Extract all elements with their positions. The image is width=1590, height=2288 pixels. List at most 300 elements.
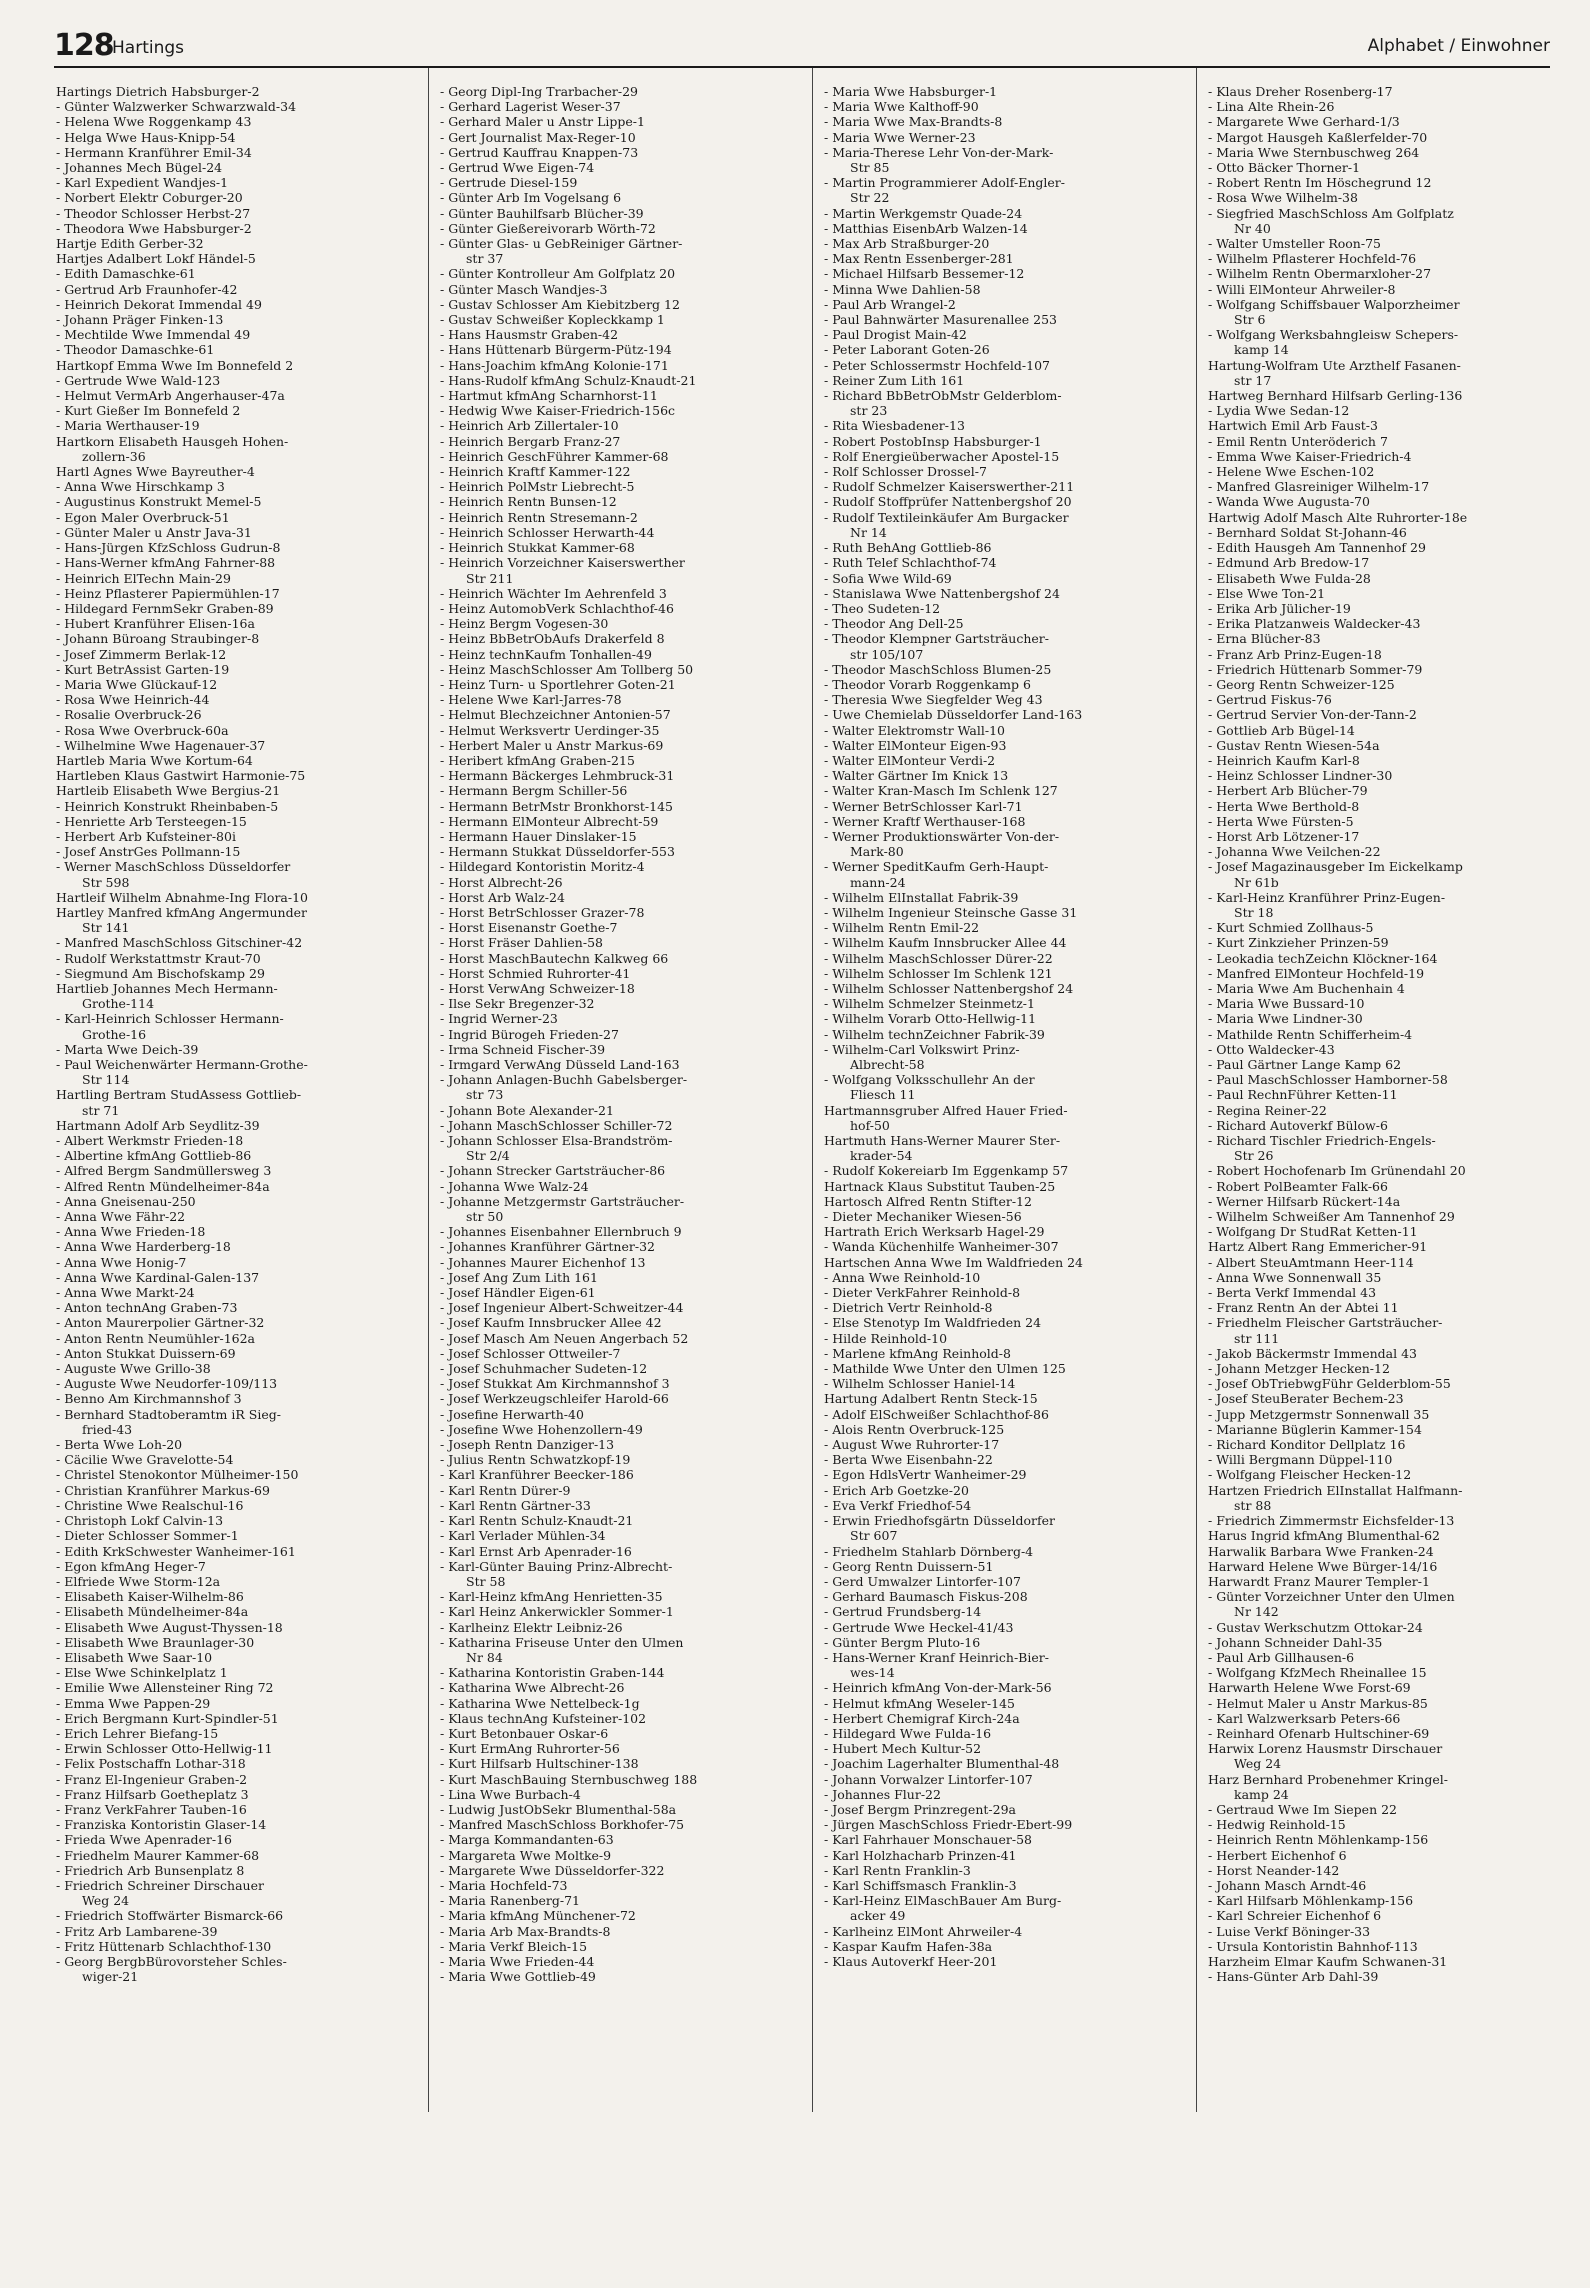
directory-entry: - Karl Fahrhauer Monschauer-58 <box>824 1832 1032 1848</box>
directory-entry: - Willi ElMonteur Ahrweiler-8 <box>1208 281 1396 297</box>
directory-entry: - Margot Hausgeh Kaßlerfelder-70 <box>1208 129 1428 145</box>
directory-entry: - Elfriede Wwe Storm-12a <box>56 1573 221 1589</box>
directory-entry: - Katharina Wwe Nettelbeck-1g <box>440 1695 640 1711</box>
directory-entry: - Helene Wwe Karl-Jarres-78 <box>440 692 622 708</box>
directory-entry: - Günter Vorzeichner Unter den Ulmen <box>1208 1589 1455 1605</box>
directory-entry: - Hans Hausmstr Graben-42 <box>440 327 619 343</box>
directory-entry: - Georg Rentn Duissern-51 <box>824 1558 994 1574</box>
directory-entry: - Josef Händler Eigen-61 <box>440 1285 596 1301</box>
directory-entry: - Friedrich Schreiner Dirschauer <box>56 1877 264 1893</box>
directory-entry: - Kaspar Kaufm Hafen-38a <box>824 1938 993 1954</box>
directory-entry: - Ruth BehAng Gottlieb-86 <box>824 540 992 556</box>
directory-entry: - Gerd Umwalzer Lintorfer-107 <box>824 1573 1021 1589</box>
directory-entry: Harwarth Helene Wwe Forst-69 <box>1208 1680 1411 1696</box>
directory-entry: Harward Helene Wwe Bürger-14/16 <box>1208 1558 1438 1574</box>
directory-entry: - Mathilde Wwe Unter den Ulmen 125 <box>824 1361 1066 1377</box>
directory-entry: - Dieter Schlosser Sommer-1 <box>56 1528 239 1544</box>
directory-entry: - Katharina Friseuse Unter den Ulmen <box>440 1634 684 1650</box>
directory-entry: - Helmut Blechzeichner Antonien-57 <box>440 707 671 723</box>
directory-entry: - Georg Dipl-Ing Trarbacher-29 <box>440 84 639 99</box>
directory-entry: - Johannes Flur-22 <box>824 1786 941 1802</box>
page-section-title: Alphabet / Einwohner <box>1367 36 1550 56</box>
directory-entry: - Josef Ingenieur Albert-Schweitzer-44 <box>440 1300 684 1316</box>
directory-entry: - Johann Vorwalzer Lintorfer-107 <box>824 1771 1033 1787</box>
directory-entry: - Erich Bergmann Kurt-Spindler-51 <box>56 1710 279 1726</box>
directory-entry: - Anna Wwe Fähr-22 <box>56 1209 186 1225</box>
directory-entry: - Adolf ElSchweißer Schlachthof-86 <box>824 1406 1049 1422</box>
directory-entry: - Paul Gärtner Lange Kamp 62 <box>1208 1057 1402 1072</box>
directory-entry: - Hilde Reinhold-10 <box>824 1330 948 1346</box>
directory-entry: - Theodor Vorarb Roggenkamp 6 <box>824 676 1031 692</box>
directory-entry: kamp 14 <box>1234 342 1289 358</box>
directory-entry: - Albert SteuAmtmann Heer-114 <box>1208 1254 1414 1270</box>
directory-entry: - Maria Wwe Max-Brandts-8 <box>824 114 1003 130</box>
directory-entry: - Richard BbBetrObMstr Gelderblom- <box>824 388 1062 404</box>
directory-entry: - Theodor Schlosser Herbst-27 <box>56 205 251 221</box>
directory-entry: - Siegmund Am Bischofskamp 29 <box>56 965 265 981</box>
directory-entry: - Karl Ernst Arb Apenrader-16 <box>440 1543 632 1559</box>
directory-entry: - Johann Präger Finken-13 <box>56 312 224 328</box>
directory-entry: - Hartmut kfmAng Scharnhorst-11 <box>440 388 658 404</box>
directory-entry: - Johann Masch Arndt-46 <box>1208 1877 1367 1893</box>
directory-entry: - Helmut Werksvertr Uerdinger-35 <box>440 722 660 738</box>
directory-entry: - Georg BergbBürovorsteher Schles- <box>56 1953 287 1969</box>
directory-entry: - Horst Arb Walz-24 <box>440 889 565 905</box>
directory-entry: - Josef Stukkat Am Kirchmannshof 3 <box>440 1376 670 1392</box>
directory-entry: Nr 84 <box>466 1649 503 1665</box>
directory-entry: - Robert Hochofenarb Im Grünendahl 20 <box>1208 1163 1466 1179</box>
directory-entry: - Willi Bergmann Düppel-110 <box>1208 1452 1393 1468</box>
directory-entry: - Heinrich Arb Zillertaler-10 <box>440 418 619 434</box>
directory-entry: - Johannes Mech Bügel-24 <box>56 160 223 176</box>
directory-entry: - Erich Lehrer Biefang-15 <box>56 1725 219 1741</box>
directory-entry: - Johanne Metzgermstr Gartsträucher- <box>440 1193 685 1209</box>
directory-entry: - Otto Bäcker Thorner-1 <box>1208 160 1361 176</box>
directory-entry: - Karl Expedient Wandjes-1 <box>56 175 229 191</box>
directory-entry: - Johann Schlosser Elsa-Brandström- <box>440 1133 673 1149</box>
directory-entry: - Reinhard Ofenarb Hultschiner-69 <box>1208 1725 1430 1741</box>
directory-entry: - Uwe Chemielab Düsseldorfer Land-163 <box>824 707 1083 723</box>
directory-entry: - Michael Hilfsarb Bessemer-12 <box>824 266 1025 282</box>
directory-entry: - Richard Konditor Dellplatz 16 <box>1208 1437 1406 1453</box>
directory-entry: - Ursula Kontoristin Bahnhof-113 <box>1208 1938 1418 1954</box>
directory-entry: Hartung Adalbert Rentn Steck-15 <box>824 1391 1038 1407</box>
directory-entry: - Maria Wwe Am Buchenhain 4 <box>1208 980 1405 996</box>
directory-entry: - Paul Bahnwärter Masurenallee 253 <box>824 312 1057 328</box>
directory-entry: Harus Ingrid kfmAng Blumenthal-62 <box>1208 1528 1441 1544</box>
directory-entry: - Heinrich Stukkat Kammer-68 <box>440 540 635 556</box>
directory-entry: - Walter ElMonteur Eigen-93 <box>824 737 1007 753</box>
directory-entry: - Karl Kranführer Beecker-186 <box>440 1467 634 1483</box>
directory-entry: - Karl Rentn Dürer-9 <box>440 1482 571 1498</box>
directory-entry: - Günter Bergm Pluto-16 <box>824 1634 981 1650</box>
directory-entry: - Wilhelmine Wwe Hagenauer-37 <box>56 737 266 753</box>
directory-entry: - Maria Ranenberg-71 <box>440 1893 581 1909</box>
directory-entry: - Gertrud Arb Fraunhofer-42 <box>56 281 238 297</box>
directory-entry: - Wolfgang Werksbahngleisw Schepers- <box>1208 327 1459 343</box>
directory-entry: - Paul Drogist Main-42 <box>824 327 967 343</box>
directory-entry: Hartl Agnes Wwe Bayreuther-4 <box>56 464 255 480</box>
directory-entry: - Rita Wiesbadener-13 <box>824 418 965 434</box>
directory-entry: - Herbert Arb Kufsteiner-80i <box>56 828 236 844</box>
directory-entry: - Wilhelm Pflasterer Hochfeld-76 <box>1208 251 1417 267</box>
directory-entry: - Heinrich Wächter Im Aehrenfeld 3 <box>440 585 667 601</box>
directory-entry: - Gertrud Servier Von-der-Tann-2 <box>1208 707 1417 723</box>
directory-entry: - Heinz Schlosser Lindner-30 <box>1208 768 1393 784</box>
directory-entry: - Klaus Autoverkf Heer-201 <box>824 1953 998 1969</box>
directory-entry: - Robert Rentn Im Höschegrund 12 <box>1208 175 1432 191</box>
directory-entry: - Horst MaschBautechn Kalkweg 66 <box>440 950 669 966</box>
directory-entry: - Auguste Wwe Grillo-38 <box>56 1361 211 1377</box>
directory-entry: - Josef Magazinausgeber Im Eickelkamp <box>1208 859 1463 875</box>
directory-entry: - Lina Alte Rhein-26 <box>1208 99 1335 115</box>
directory-entry: - Anna Gneisenau-250 <box>56 1193 196 1209</box>
directory-entry: - Johann Anlagen-Buchh Gabelsberger- <box>440 1072 688 1088</box>
directory-entry: Hartrath Erich Werksarb Hagel-29 <box>824 1224 1045 1240</box>
page-number: 128 <box>54 28 114 63</box>
directory-entry: - Josef Masch Am Neuen Angerbach 52 <box>440 1330 689 1346</box>
directory-entry: Nr 61b <box>1234 874 1279 890</box>
directory-entry: - Eva Verkf Friedhof-54 <box>824 1497 972 1513</box>
directory-entry: str 105/107 <box>850 646 924 662</box>
directory-entry: - Karl Rentn Gärtner-33 <box>440 1497 591 1513</box>
directory-entry: - Horst Fräser Dahlien-58 <box>440 935 603 951</box>
directory-entry: - Werner MaschSchloss Düsseldorfer <box>56 859 291 875</box>
directory-entry: - Friedrich Zimmermstr Eichsfelder-13 <box>1208 1513 1455 1529</box>
directory-entry: - Gerhard Maler u Anstr Lippe-1 <box>440 114 645 130</box>
directory-entry: - Hermann Stukkat Düsseldorfer-553 <box>440 844 675 860</box>
directory-entry: - Gerhard Baumasch Fiskus-208 <box>824 1589 1028 1605</box>
directory-entry: Nr 14 <box>850 524 887 540</box>
directory-column-2 <box>440 84 815 1984</box>
directory-entry: - Helene Wwe Eschen-102 <box>1208 464 1375 480</box>
directory-entry: - Karlheinz ElMont Ahrweiler-4 <box>824 1923 1023 1939</box>
directory-entry: - Bernhard Soldat St-Johann-46 <box>1208 524 1407 540</box>
directory-entry: - Cäcilie Wwe Gravelotte-54 <box>56 1452 234 1468</box>
directory-entry: - Emma Wwe Kaiser-Friedrich-4 <box>1208 448 1412 464</box>
directory-entry: - Elisabeth Wwe Braunlager-30 <box>56 1634 255 1650</box>
directory-entry: - Emma Wwe Pappen-29 <box>56 1695 211 1711</box>
directory-entry: - Helena Wwe Roggenkamp 43 <box>56 114 252 130</box>
directory-entry: - Franz El-Ingenieur Graben-2 <box>56 1771 248 1787</box>
directory-entry: - Heinrich Rentn Stresemann-2 <box>440 509 638 525</box>
directory-entry: Str 141 <box>82 920 130 936</box>
directory-entry: str 37 <box>466 251 504 267</box>
directory-entry: - Augustinus Konstrukt Memel-5 <box>56 494 262 510</box>
directory-entry: - Martin Programmierer Adolf-Engler- <box>824 175 1065 191</box>
directory-entry: - Franz Hilfsarb Goetheplatz 3 <box>56 1786 249 1802</box>
directory-entry: - Günter Maler u Anstr Java-31 <box>56 524 252 540</box>
directory-entry: Nr 40 <box>1234 220 1271 236</box>
directory-entry: - August Wwe Ruhrorter-17 <box>824 1437 1000 1453</box>
directory-entry: - Klaus Dreher Rosenberg-17 <box>1208 84 1393 99</box>
directory-entry: - Karl-Günter Bauing Prinz-Albrecht- <box>440 1558 673 1574</box>
directory-entry: - Siegfried MaschSchloss Am Golfplatz <box>1208 205 1454 221</box>
directory-entry: - Edith KrkSchwester Wanheimer-161 <box>56 1543 296 1559</box>
directory-entry: - Karlheinz Elektr Leibniz-26 <box>440 1619 623 1635</box>
directory-entry: wiger-21 <box>82 1969 139 1985</box>
directory-entry: - Gerhard Lagerist Weser-37 <box>440 99 621 115</box>
directory-entry: - Paul RechnFührer Ketten-11 <box>1208 1087 1398 1103</box>
directory-entry: - Hans-Günter Arb Dahl-39 <box>1208 1969 1379 1985</box>
directory-entry: - Friedrich Hüttenarb Sommer-79 <box>1208 661 1423 677</box>
directory-entry: - Theodor Klempner Gartsträucher- <box>824 631 1049 647</box>
directory-entry: - Gertrud Kauffrau Knappen-73 <box>440 144 639 160</box>
directory-entry: - Rudolf Schmelzer Kaiserswerther-211 <box>824 479 1075 495</box>
directory-entry: - Herbert Arb Blücher-79 <box>1208 783 1368 799</box>
directory-entry: - Herbert Chemigraf Kirch-24a <box>824 1710 1020 1726</box>
directory-entry: - Lina Wwe Burbach-4 <box>440 1786 581 1802</box>
directory-entry: - Hermann Kranführer Emil-34 <box>56 144 252 160</box>
directory-entry: - Heinz MaschSchlosser Am Tollberg 50 <box>440 661 694 677</box>
directory-entry: - Walter Umsteller Roon-75 <box>1208 236 1381 252</box>
directory-entry: - Gustav Schweißer Kopleckkamp 1 <box>440 312 665 328</box>
directory-entry: Hartkorn Elisabeth Hausgeh Hohen- <box>56 433 289 449</box>
directory-entry: - Hans-Jürgen KfzSchloss Gudrun-8 <box>56 540 281 556</box>
directory-entry: - Otto Waldecker-43 <box>1208 1041 1335 1057</box>
directory-entry: - Wolfgang Volksschullehr An der <box>824 1072 1035 1088</box>
directory-entry: Weg 24 <box>1234 1756 1282 1772</box>
directory-entry: str 23 <box>850 403 888 419</box>
directory-entry: - Heinz BbBetrObAufs Drakerfeld 8 <box>440 631 665 647</box>
directory-entry: - Alois Rentn Overbruck-125 <box>824 1421 1005 1437</box>
directory-entry: - Anna Wwe Sonnenwall 35 <box>1208 1269 1382 1285</box>
directory-entry: - Marta Wwe Deich-39 <box>56 1041 199 1057</box>
directory-entry: - Leokadia techZeichn Klöckner-164 <box>1208 950 1438 966</box>
directory-entry: - Heinrich Vorzeichner Kaiserswerther <box>440 555 685 571</box>
directory-entry: - Helmut Maler u Anstr Markus-85 <box>1208 1695 1428 1711</box>
directory-entry: - Peter Schlossermstr Hochfeld-107 <box>824 357 1050 373</box>
directory-entry: - Wilhelm Schmelzer Steinmetz-1 <box>824 996 1035 1012</box>
directory-entry: - Rosa Wwe Wilhelm-38 <box>1208 190 1358 206</box>
directory-entry: - Maria Wwe Kalthoff-90 <box>824 99 979 115</box>
directory-entry: - Herbert Maler u Anstr Markus-69 <box>440 737 664 753</box>
directory-entry: - Karl-Heinrich Schlosser Hermann- <box>56 1011 284 1027</box>
directory-entry: - Hermann BetrMstr Bronkhorst-145 <box>440 798 674 814</box>
directory-entry: - Gert Journalist Max-Reger-10 <box>440 129 636 145</box>
directory-entry: - Josefine Wwe Hohenzollern-49 <box>440 1421 643 1437</box>
directory-entry: Str 598 <box>82 874 130 890</box>
directory-entry: - Heinrich GeschFührer Kammer-68 <box>440 448 669 464</box>
directory-entry: - Erika Platzanweis Waldecker-43 <box>1208 616 1421 632</box>
directory-entry: str 73 <box>466 1087 504 1103</box>
directory-entry: - Horst Albrecht-26 <box>440 874 563 890</box>
directory-entry: - Anna Wwe Hirschkamp 3 <box>56 479 225 495</box>
page-header <box>54 28 1550 68</box>
directory-entry: - Bernhard Stadtoberamtm iR Sieg- <box>56 1406 281 1422</box>
directory-entry: - Johanna Wwe Veilchen-22 <box>1208 844 1381 860</box>
directory-entry: - Rudolf Stoffprüfer Nattenbergshof 20 <box>824 494 1072 510</box>
directory-entry: - Gustav Rentn Wiesen-54a <box>1208 737 1380 753</box>
directory-entry: - Elisabeth Wwe August-Thyssen-18 <box>56 1619 283 1635</box>
directory-entry: - Jupp Metzgermstr Sonnenwall 35 <box>1208 1406 1430 1422</box>
directory-column-1 <box>56 84 431 1984</box>
directory-entry: - Hermann Hauer Dinslaker-15 <box>440 828 637 844</box>
directory-entry: Harwix Lorenz Hausmstr Dirschauer <box>1208 1741 1443 1757</box>
directory-entry: - Josefine Herwarth-40 <box>440 1406 584 1422</box>
directory-entry: - Regina Reiner-22 <box>1208 1102 1327 1118</box>
directory-entry: - Gustav Schlosser Am Kiebitzberg 12 <box>440 296 680 312</box>
directory-entry: - Anna Wwe Harderberg-18 <box>56 1239 231 1255</box>
directory-entry: - Erna Blücher-83 <box>1208 631 1321 647</box>
directory-entry: - Wilhelm technZeichner Fabrik-39 <box>824 1026 1045 1042</box>
directory-entry: - Heinrich Dekorat Immendal 49 <box>56 296 262 312</box>
directory-entry: - Heinrich Kraftf Kammer-122 <box>440 464 631 480</box>
directory-entry: - Robert PolBeamter Falk-66 <box>1208 1178 1388 1194</box>
directory-entry: - Friedhelm Stahlarb Dörnberg-4 <box>824 1543 1034 1559</box>
directory-entry: - Gottlieb Arb Bügel-14 <box>1208 722 1355 738</box>
directory-entry: - Theodor Damaschke-61 <box>56 342 215 358</box>
directory-entry: - Josef ObTriebwgFühr Gelderblom-55 <box>1208 1376 1451 1392</box>
directory-entry: str 88 <box>1234 1497 1272 1513</box>
directory-entry: Hartje Edith Gerber-32 <box>56 236 204 252</box>
directory-entry: Hartling Bertram StudAssess Gottlieb- <box>56 1087 302 1103</box>
directory-entry: - Helmut kfmAng Weseler-145 <box>824 1695 1015 1711</box>
directory-entry: - Friedrich Arb Bunsenplatz 8 <box>56 1862 245 1878</box>
directory-entry: - Wilhelm Schlosser Im Schlenk 121 <box>824 965 1053 981</box>
directory-entry: - Günter Bauhilfsarb Blücher-39 <box>440 205 644 221</box>
directory-entry: - Anton technAng Graben-73 <box>56 1300 238 1316</box>
directory-entry: - Klaus technAng Kufsteiner-102 <box>440 1710 647 1726</box>
directory-entry: - Heinz technKaufm Tonhallen-49 <box>440 646 652 662</box>
directory-entry: - Helga Wwe Haus-Knipp-54 <box>56 129 236 145</box>
directory-entry: Str 85 <box>850 160 890 176</box>
directory-entry: - Josef Kaufm Innsbrucker Allee 42 <box>440 1315 662 1331</box>
directory-entry: - Katharina Kontoristin Graben-144 <box>440 1665 665 1681</box>
directory-entry: - Werner Kraftf Werthauser-168 <box>824 813 1026 829</box>
directory-entry: - Johannes Eisenbahner Ellernbruch 9 <box>440 1224 682 1240</box>
directory-entry: - Heinrich ElTechn Main-29 <box>56 570 231 586</box>
directory-entry: - Walter Elektromstr Wall-10 <box>824 722 1005 738</box>
directory-entry: - Maria kfmAng Münchener-72 <box>440 1908 636 1924</box>
directory-entry: - Mechtilde Wwe Immendal 49 <box>56 327 251 343</box>
directory-entry: Hartweg Bernhard Hilfsarb Gerling-136 <box>1208 388 1463 404</box>
directory-entry: - Anton Maurerpolier Gärtner-32 <box>56 1315 265 1331</box>
directory-entry: krader-54 <box>850 1148 913 1164</box>
directory-entry: - Kurt Gießer Im Bonnefeld 2 <box>56 403 241 419</box>
directory-entry: - Maria Wwe Habsburger-1 <box>824 84 998 99</box>
directory-entry: - Egon kfmAng Heger-7 <box>56 1558 206 1574</box>
directory-entry: - Heinrich Rentn Bunsen-12 <box>440 494 617 510</box>
directory-entry: - Heinrich kfmAng Von-der-Mark-56 <box>824 1680 1052 1696</box>
directory-entry: - Norbert Elektr Coburger-20 <box>56 190 243 206</box>
directory-entry: - Egon Maler Overbruck-51 <box>56 509 230 525</box>
directory-entry: - Hedwig Reinhold-15 <box>1208 1817 1346 1833</box>
directory-entry: - Paul Arb Wrangel-2 <box>824 296 956 312</box>
directory-entry: - Wanda Küchenhilfe Wanheimer-307 <box>824 1239 1059 1255</box>
directory-entry: - Kurt ErmAng Ruhrorter-56 <box>440 1741 620 1757</box>
directory-entry: - Johann Schneider Dahl-35 <box>1208 1634 1383 1650</box>
directory-entry: - Ludwig JustObSekr Blumenthal-58a <box>440 1801 677 1817</box>
directory-entry: - Günter Glas- u GebReiniger Gärtner- <box>440 236 683 252</box>
directory-entry: Albrecht-58 <box>850 1057 925 1072</box>
directory-entry: Grothe-114 <box>82 996 155 1012</box>
directory-entry: - Maria Wwe Lindner-30 <box>1208 1011 1363 1027</box>
directory-entry: - Maria Wwe Frieden-44 <box>440 1953 595 1969</box>
directory-entry: - Else Wwe Ton-21 <box>1208 585 1326 601</box>
directory-entry: str 71 <box>82 1102 120 1118</box>
directory-entry: str 50 <box>466 1209 504 1225</box>
directory-entry: - Else Stenotyp Im Waldfrieden 24 <box>824 1315 1042 1331</box>
directory-entry: - Hermann Bergm Schiller-56 <box>440 783 628 799</box>
directory-entry: Hartley Manfred kfmAng Angermunder <box>56 904 307 920</box>
directory-entry: - Sofia Wwe Wild-69 <box>824 570 952 586</box>
directory-entry: - Erwin Friedhofsgärtn Düsseldorfer <box>824 1513 1055 1529</box>
directory-entry: - Marga Kommandanten-63 <box>440 1832 614 1848</box>
directory-entry: - Kurt Betonbauer Oskar-6 <box>440 1725 609 1741</box>
directory-entry: - Hans-Joachim kfmAng Kolonie-171 <box>440 357 669 373</box>
directory-entry: Hartjes Adalbert Lokf Händel-5 <box>56 251 256 267</box>
directory-entry: - Felix Postschaffn Lothar-318 <box>56 1756 246 1772</box>
directory-entry: - Karl Holzhacharb Prinzen-41 <box>824 1847 1017 1863</box>
directory-entry: - Friedhelm Maurer Kammer-68 <box>56 1847 260 1863</box>
directory-entry: - Karl Walzwerksarb Peters-66 <box>1208 1710 1401 1726</box>
directory-entry: - Wolfgang Dr StudRat Ketten-11 <box>1208 1224 1418 1240</box>
directory-entry: Grothe-16 <box>82 1026 147 1042</box>
directory-entry: - Rudolf Kokereiarb Im Eggenkamp 57 <box>824 1163 1069 1179</box>
directory-entry: - Dieter VerkFahrer Reinhold-8 <box>824 1285 1021 1301</box>
directory-entry: - Heinrich Rentn Möhlenkamp-156 <box>1208 1832 1429 1848</box>
directory-entry: Hartleib Elisabeth Wwe Bergius-21 <box>56 783 281 799</box>
directory-entry: - Werner Produktionswärter Von-der- <box>824 828 1060 844</box>
directory-entry: zollern-36 <box>82 448 146 464</box>
directory-entry: Hartmann Adolf Arb Seydlitz-39 <box>56 1117 260 1133</box>
directory-entry: Mark-80 <box>850 844 904 860</box>
directory-entry: - Reiner Zum Lith 161 <box>824 372 965 388</box>
directory-entry: Hartleben Klaus Gastwirt Harmonie-75 <box>56 768 306 784</box>
directory-entry: - Kurt BetrAssist Garten-19 <box>56 661 230 677</box>
directory-entry: Hartmuth Hans-Werner Maurer Ster- <box>824 1133 1061 1149</box>
directory-entry: - Günter Masch Wandjes-3 <box>440 281 608 297</box>
directory-entry: - Helmut VermArb Angerhauser-47a <box>56 388 285 404</box>
directory-entry: - Heinz AutomobVerk Schlachthof-46 <box>440 600 674 616</box>
directory-entry: - Dieter Mechaniker Wiesen-56 <box>824 1209 1022 1225</box>
directory-entry: - Alfred Rentn Mündelheimer-84a <box>56 1178 270 1194</box>
directory-entry: - Walter Gärtner Im Knick 13 <box>824 768 1009 784</box>
directory-entry: - Georg Rentn Schweizer-125 <box>1208 676 1395 692</box>
directory-entry: - Hermann Bäckerges Lehmbruck-31 <box>440 768 675 784</box>
directory-entry: - Theo Sudeten-12 <box>824 600 941 616</box>
directory-entry: - Wolfgang Schiffsbauer Walporzheimer <box>1208 296 1460 312</box>
directory-entry: - Fritz Hüttenarb Schlachthof-130 <box>56 1938 272 1954</box>
directory-entry: - Anton Stukkat Duissern-69 <box>56 1345 236 1361</box>
directory-entry: - Erich Arb Goetzke-20 <box>824 1482 969 1498</box>
header-rule <box>54 66 1550 68</box>
directory-entry: - Manfred MaschSchloss Borkhofer-75 <box>440 1817 685 1833</box>
directory-entry: - Elisabeth Wwe Fulda-28 <box>1208 570 1371 586</box>
directory-entry: - Mathilde Rentn Schifferheim-4 <box>1208 1026 1413 1042</box>
directory-entry: - Wilhelm Schlosser Haniel-14 <box>824 1376 1016 1392</box>
directory-entry: Hartosch Alfred Rentn Stifter-12 <box>824 1193 1032 1209</box>
directory-entry: - Werner BetrSchlosser Karl-71 <box>824 798 1023 814</box>
directory-entry: - Wilhelm Rentn Emil-22 <box>824 920 980 936</box>
directory-entry: str 111 <box>1234 1330 1280 1346</box>
directory-entry: Hartleif Wilhelm Abnahme-Ing Flora-10 <box>56 889 309 905</box>
directory-entry: - Hildegard Wwe Fulda-16 <box>824 1725 992 1741</box>
directory-entry: - Richard Autoverkf Bülow-6 <box>1208 1117 1388 1133</box>
directory-entry: Hartung-Wolfram Ute Arzthelf Fasanen- <box>1208 357 1461 373</box>
directory-entry: - Hermann ElMonteur Albrecht-59 <box>440 813 659 829</box>
directory-entry: - Elisabeth Wwe Saar-10 <box>56 1649 213 1665</box>
directory-entry: Harz Bernhard Probenehmer Kringel- <box>1208 1771 1448 1787</box>
directory-entry: - Rudolf Textileinkäufer Am Burgacker <box>824 509 1069 525</box>
directory-entry: - Rosa Wwe Heinrich-44 <box>56 692 210 708</box>
directory-entry: - Rosa Wwe Overbruck-60a <box>56 722 229 738</box>
directory-entry: - Ingrid Werner-23 <box>440 1011 558 1027</box>
directory-entry: - Günter Gießereivorarb Wörth-72 <box>440 220 656 236</box>
directory-entry: - Jakob Bäckermstr Immendal 43 <box>1208 1345 1417 1361</box>
directory-entry: - Franz VerkFahrer Tauben-16 <box>56 1801 247 1817</box>
